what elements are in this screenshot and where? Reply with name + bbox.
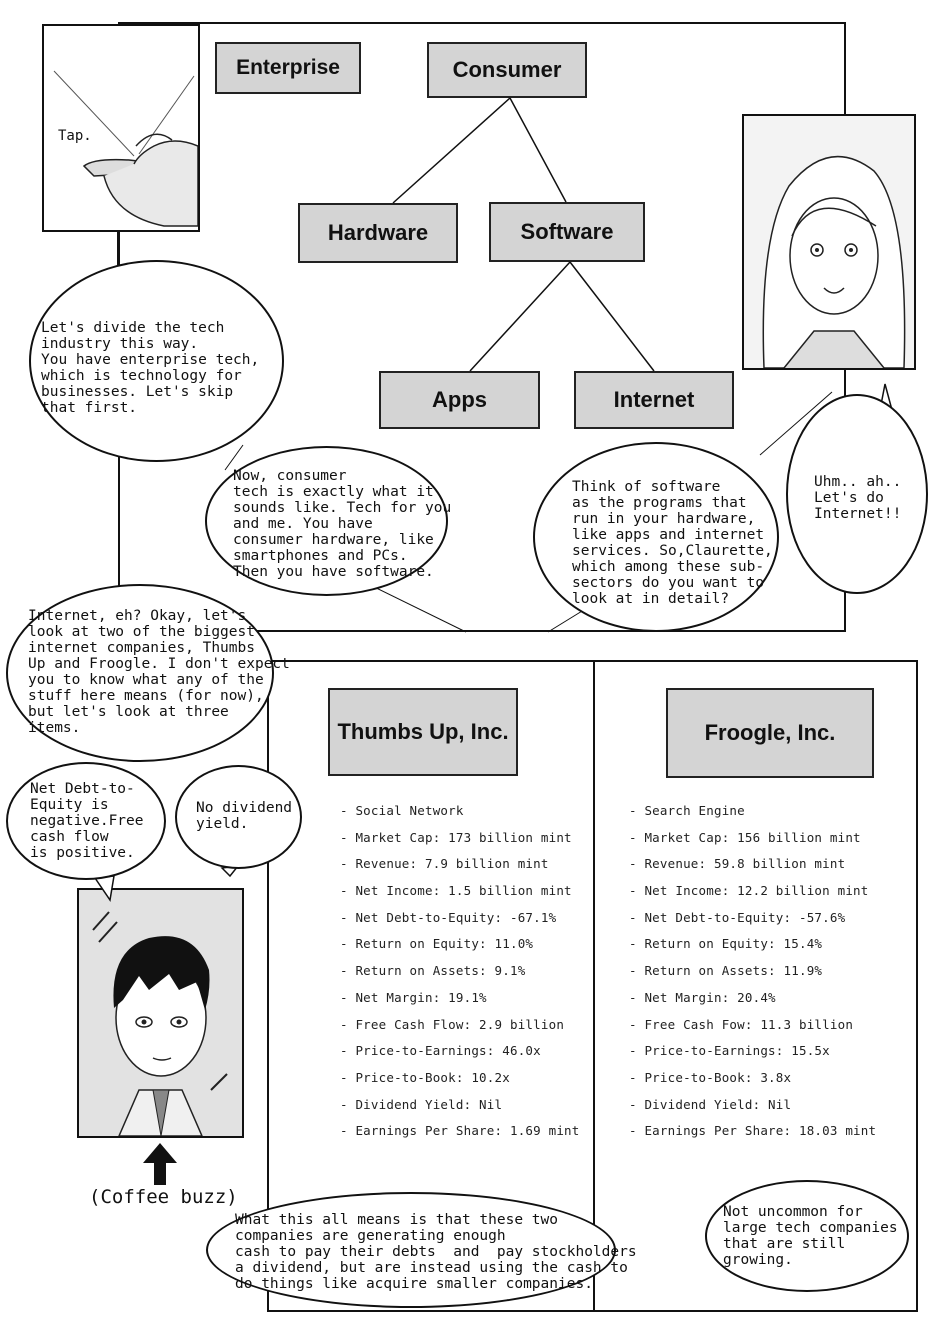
tap-sfx: Tap.: [58, 128, 92, 144]
tree-node-internet: Internet: [574, 371, 734, 429]
tree-node-apps: Apps: [379, 371, 540, 429]
stat-item: - Market Cap: 156 billion mint: [629, 829, 861, 845]
stat-item: - Net Debt-to-Equity: -57.6%: [629, 909, 846, 925]
speech-text-summary: What this all means is that these two companies are generating enough cash to pay their debts and pay stockholders a dividend, but are instead using the cash to do things like acquire smaller companies.: [235, 1212, 637, 1292]
speech-text-dividend: No dividend yield.: [196, 800, 293, 832]
stat-item: - Social Network: [340, 803, 464, 818]
stat-item: - Net Income: 1.5 billion mint: [340, 883, 572, 899]
speech-text-uncommon: Not uncommon for large tech companies that are still growing.: [723, 1204, 898, 1268]
tree-node-hardware: Hardware: [298, 203, 458, 263]
speech-text-divide: Let's divide the tech industry this way. You have enterprise tech, which is technology for businesses. Let's skip that first.: [41, 320, 260, 416]
tree-node-enterprise: Enterprise: [215, 42, 361, 94]
speech-text-claurette: Uhm.. ah.. Let's do Internet!!: [814, 474, 902, 522]
stat-item: - Net Margin: 20.4%: [629, 989, 776, 1005]
stat-item: - Price-to-Earnings: 15.5x: [629, 1043, 830, 1059]
stat-item: - Free Cash Fow: 11.3 billion: [629, 1016, 854, 1032]
stat-item: - Dividend Yield: Nil: [629, 1096, 792, 1112]
tree-node-consumer: Consumer: [427, 42, 587, 98]
stat-item: - Earnings Per Share: 1.69 mint: [340, 1123, 580, 1139]
tree-node-software: Software: [489, 202, 645, 262]
stat-item: - Return on Equity: 15.4%: [629, 936, 823, 952]
stat-item: - Net Margin: 19.1%: [340, 989, 487, 1005]
stat-item: - Free Cash Flow: 2.9 billion: [340, 1016, 565, 1032]
stat-item: - Net Income: 12.2 billion mint: [629, 883, 869, 899]
stat-item: - Revenue: 7.9 billion mint: [340, 856, 549, 872]
stat-item: - Revenue: 59.8 billion mint: [629, 856, 846, 872]
stat-item: - Dividend Yield: Nil: [340, 1096, 503, 1112]
stat-item: - Return on Assets: 11.9%: [629, 963, 823, 979]
stat-item: - Price-to-Earnings: 46.0x: [340, 1043, 541, 1059]
stat-item: - Return on Assets: 9.1%: [340, 963, 526, 979]
speech-text-consumer: Now, consumer tech is exactly what it sounds like. Tech for you and me. You have consumer hardware, like smartphones and PCs. Then you have software.: [233, 468, 452, 580]
company-title-thumbs-up: Thumbs Up, Inc.: [328, 688, 518, 776]
speech-text-debt: Net Debt-to- Equity is negative.Free cash flow is positive.: [30, 781, 144, 861]
stat-item: - Price-to-Book: 3.8x: [629, 1069, 792, 1085]
stat-item: - Earnings Per Share: 18.03 mint: [629, 1123, 877, 1139]
speech-text-internet-eh: Internet, eh? Okay, let's look at two of the biggest internet companies, Thumbs Up and Froogle. I don't expect you to know what any of the stuff here means (for now), but let's look at three items.: [28, 608, 290, 736]
stat-item: - Price-to-Book: 10.2x: [340, 1069, 510, 1085]
coffee-buzz-caption: (Coffee buzz): [89, 1186, 238, 1208]
speech-text-software: Think of software as the programs that run in your hardware, like apps and internet services. So,Claurette, which among these sub- sectors do you want to look at in detail?: [572, 479, 773, 607]
stat-item: - Search Engine: [629, 803, 745, 818]
stat-item: - Net Debt-to-Equity: -67.1%: [340, 909, 557, 925]
stat-item: - Return on Equity: 11.0%: [340, 936, 534, 952]
stat-item: - Market Cap: 173 billion mint: [340, 829, 572, 845]
company-title-froogle: Froogle, Inc.: [666, 688, 874, 778]
